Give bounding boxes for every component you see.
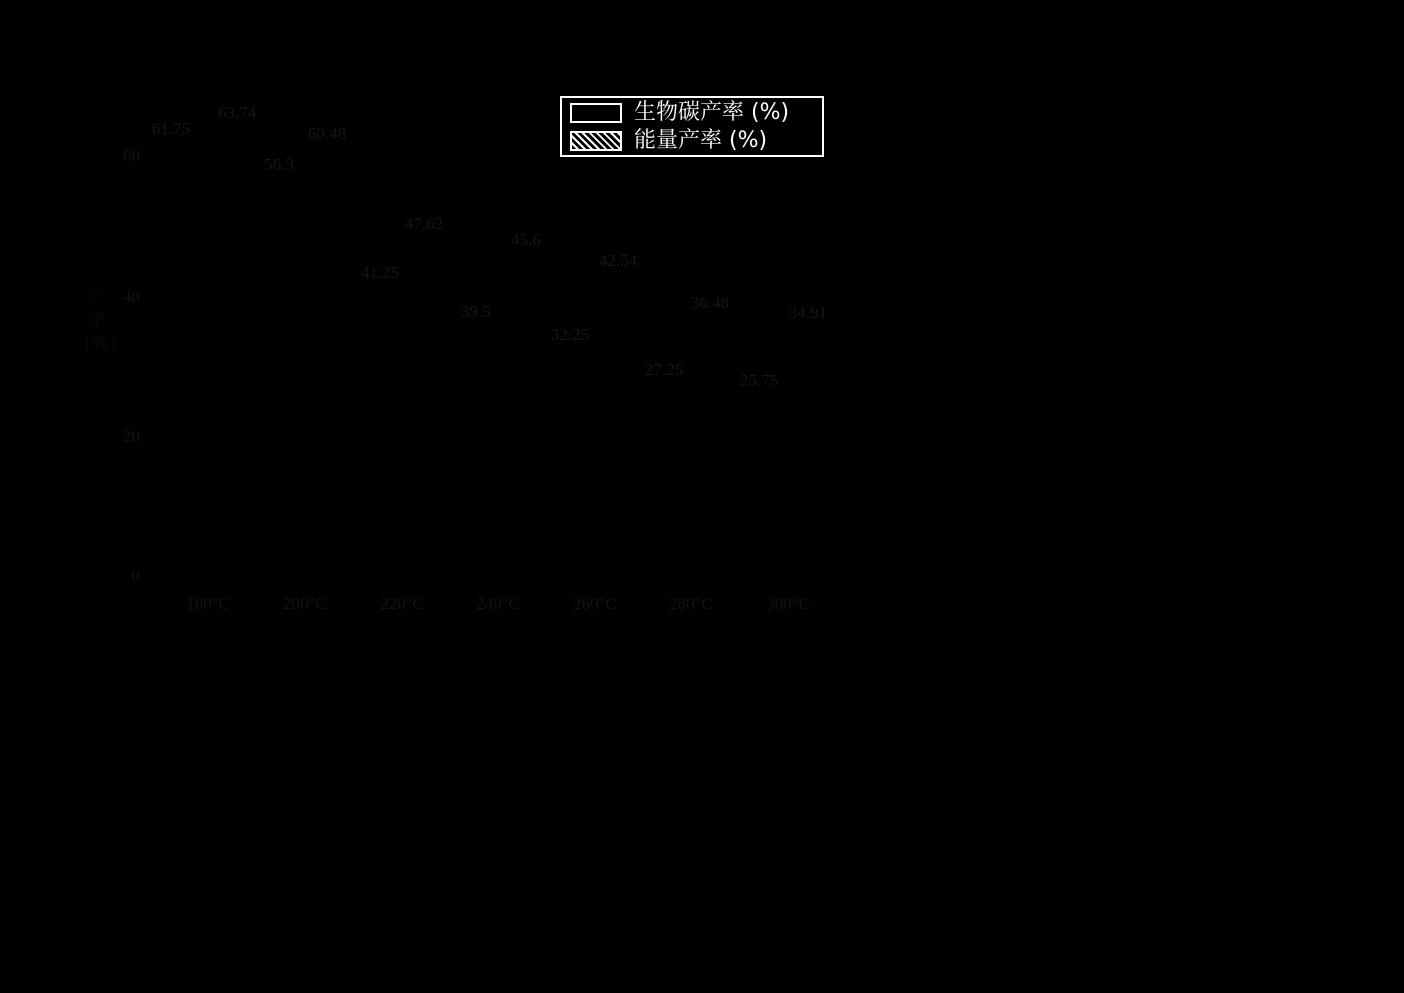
data-label-energy-300c: 25.75 bbox=[739, 371, 779, 390]
x-tick-260c: 260°C bbox=[573, 594, 617, 613]
legend-swatch-hatched-icon bbox=[570, 131, 622, 151]
x-tick-200c: 200°C bbox=[283, 594, 327, 613]
data-label-energy-240c: 39.5 bbox=[461, 302, 491, 321]
data-label-biochar-200c: 60.48 bbox=[307, 124, 347, 143]
x-tick-220c: 220°C bbox=[380, 594, 424, 613]
data-label-biochar-240c: 45.6 bbox=[511, 230, 541, 249]
legend-item-biochar-yield bbox=[570, 100, 789, 126]
x-tick-280c: 280°C bbox=[669, 594, 713, 613]
legend-label-biochar-yield: 生物碳产率 (%) bbox=[634, 100, 790, 125]
legend-swatch-solid-icon bbox=[570, 103, 622, 123]
x-tick-240c: 240°C bbox=[476, 594, 520, 613]
chart-legend bbox=[560, 96, 824, 157]
y-tick-0: 0 bbox=[131, 566, 140, 585]
x-tick-180c: 180°C bbox=[186, 594, 230, 613]
y-tick-60: 60 bbox=[123, 146, 140, 165]
data-label-energy-180c: 63.74 bbox=[217, 103, 257, 122]
data-label-energy-260c: 32.25 bbox=[550, 325, 590, 344]
data-label-energy-200c: 56.3 bbox=[264, 155, 294, 174]
data-label-biochar-260c: 42.54 bbox=[598, 251, 638, 270]
legend-item-energy-yield bbox=[570, 128, 767, 154]
x-tick-300c: 300°C bbox=[766, 594, 810, 613]
y-tick-20: 20 bbox=[123, 427, 140, 446]
legend-label-energy-yield: 能量产率 (%) bbox=[634, 128, 768, 153]
data-label-biochar-220c: 47.62 bbox=[404, 214, 444, 233]
data-label-energy-220c: 41.25 bbox=[360, 263, 400, 282]
data-label-biochar-300c: 34.91 bbox=[788, 303, 828, 322]
data-label-biochar-180c: 61.75 bbox=[151, 119, 191, 138]
data-label-biochar-280c: 36.48 bbox=[690, 293, 730, 312]
y-axis-title: 产率 (%) bbox=[84, 286, 117, 354]
y-tick-40: 40 bbox=[123, 287, 140, 306]
data-label-energy-280c: 27.25 bbox=[644, 360, 684, 379]
